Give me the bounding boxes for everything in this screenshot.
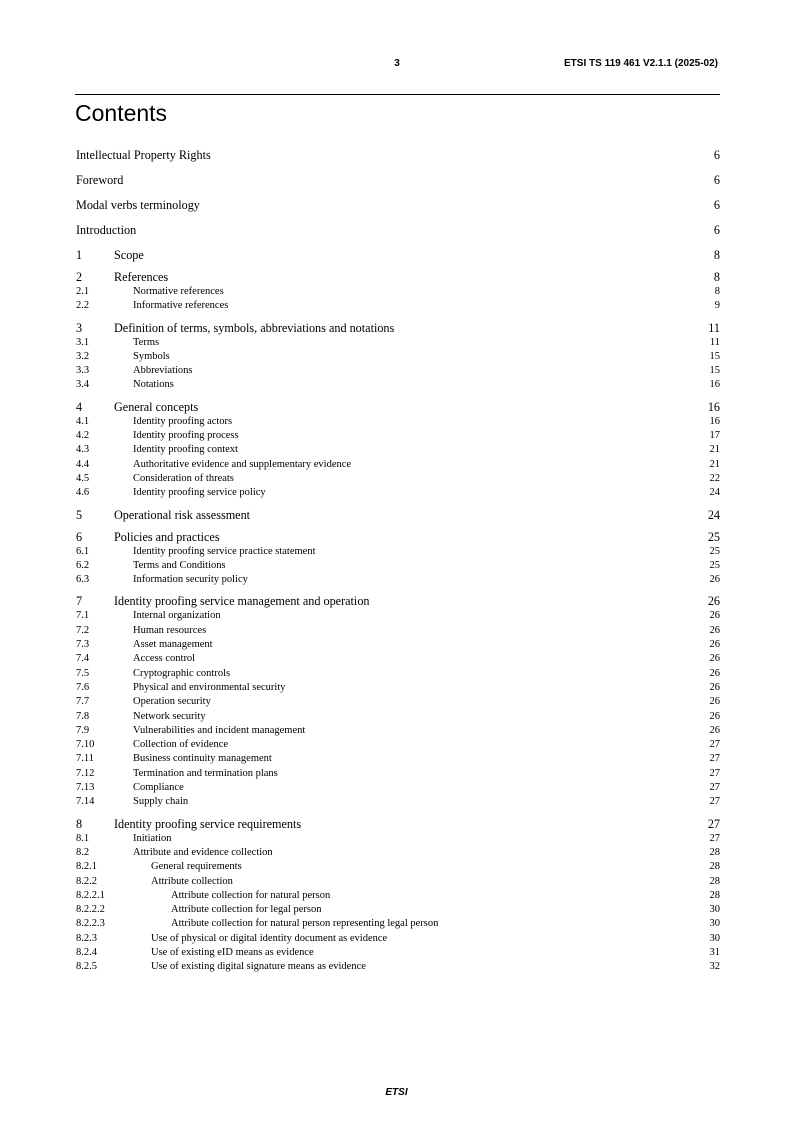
toc-entry-title: General requirements bbox=[151, 861, 242, 873]
toc-entry[interactable] bbox=[76, 486, 720, 500]
toc-entry-page: 26 bbox=[709, 610, 720, 622]
toc-entry-title: Termination and termination plans bbox=[133, 767, 278, 779]
toc-entry-title: Business continuity management bbox=[133, 753, 272, 765]
toc-entry-title: Terms bbox=[133, 336, 160, 348]
toc-entry-page: 32 bbox=[709, 961, 720, 973]
toc-entry-page: 11 bbox=[709, 336, 720, 348]
toc-entry-page: 28 bbox=[709, 846, 720, 858]
toc-entry[interactable] bbox=[76, 168, 720, 193]
toc-entry-page: 30 bbox=[709, 918, 720, 930]
toc-entry-number: 4 bbox=[76, 399, 83, 414]
toc-entry-number: 8 bbox=[76, 816, 83, 831]
toc-entry-page: 9 bbox=[714, 300, 720, 312]
toc-entry-page: 28 bbox=[709, 875, 720, 887]
toc-entry-title: Terms and Conditions bbox=[133, 559, 226, 571]
toc-entry-title: Access control bbox=[133, 653, 196, 665]
toc-entry[interactable] bbox=[76, 193, 720, 218]
toc-entry-title: Network security bbox=[133, 710, 206, 722]
toc-entry-number: 3.4 bbox=[76, 379, 90, 391]
footer-etsi: ETSI bbox=[385, 1087, 408, 1098]
toc-entry-number: 8.2 bbox=[76, 846, 90, 858]
toc-entry-number: 8.1 bbox=[76, 832, 90, 844]
toc-entry-title: Scope bbox=[114, 248, 144, 262]
toc-entry-number: 7.10 bbox=[76, 739, 95, 751]
toc-entry-title: Introduction bbox=[76, 223, 137, 237]
toc-entry[interactable] bbox=[76, 767, 720, 781]
toc-entry-number: 6 bbox=[76, 529, 83, 544]
toc-entry-title: Use of existing digital signature means as evidence bbox=[151, 961, 366, 973]
toc-entry[interactable] bbox=[76, 415, 720, 429]
toc-entry-number: 7.6 bbox=[76, 681, 90, 693]
toc-entry[interactable] bbox=[76, 695, 720, 709]
page-number: 3 bbox=[394, 58, 400, 69]
toc-entry-number: 3.2 bbox=[76, 350, 90, 362]
toc-entry-page: 8 bbox=[714, 286, 720, 297]
toc-entry[interactable] bbox=[76, 429, 720, 443]
toc-entry[interactable] bbox=[76, 724, 720, 738]
toc-entry-number: 8.2.2.3 bbox=[76, 918, 105, 930]
toc-entry-number: 7.11 bbox=[76, 753, 94, 765]
toc-entry-title: Operational risk assessment bbox=[114, 507, 251, 522]
toc-entry-number: 7.4 bbox=[76, 653, 90, 665]
toc-entry-title: Initiation bbox=[133, 832, 172, 844]
toc-entry-title: Compliance bbox=[133, 782, 184, 794]
toc-entry[interactable] bbox=[76, 269, 720, 285]
toc-entry[interactable] bbox=[76, 529, 720, 545]
toc-entry[interactable] bbox=[76, 472, 720, 486]
toc-entry[interactable] bbox=[76, 932, 720, 946]
toc-entry-number: 7.7 bbox=[76, 696, 90, 708]
toc-entry-number: 4.3 bbox=[76, 444, 90, 456]
toc-entry[interactable] bbox=[76, 559, 720, 573]
toc-entry[interactable] bbox=[76, 832, 720, 846]
toc-entry-number: 2.2 bbox=[76, 300, 90, 312]
toc-entry-page: 16 bbox=[707, 399, 720, 414]
toc-entry-title: Physical and environmental security bbox=[133, 681, 286, 693]
toc-entry-number: 3 bbox=[76, 320, 83, 335]
toc-entry-title: Attribute and evidence collection bbox=[133, 846, 273, 858]
toc-entry[interactable] bbox=[76, 960, 720, 974]
toc-entry-title: Definition of terms, symbols, abbreviations and notations bbox=[114, 320, 395, 335]
toc-entry[interactable] bbox=[76, 681, 720, 695]
toc-entry[interactable] bbox=[76, 652, 720, 666]
toc-entry-number: 1 bbox=[76, 248, 83, 262]
toc-entry-title: Intellectual Property Rights bbox=[76, 148, 211, 162]
toc-entry[interactable] bbox=[76, 593, 720, 609]
toc-entry-page: 30 bbox=[709, 904, 720, 916]
toc-entry-number: 7 bbox=[76, 594, 83, 609]
toc-entry-title: Attribute collection for natural person bbox=[171, 889, 331, 901]
toc-entry-page: 26 bbox=[709, 653, 720, 665]
toc-entry-title: Collection of evidence bbox=[133, 739, 229, 751]
toc-entry-title: Identity proofing process bbox=[133, 430, 239, 442]
toc-entry-number: 7.5 bbox=[76, 667, 90, 679]
toc-entry-number: 8.2.4 bbox=[76, 946, 97, 958]
header-rule bbox=[75, 94, 720, 95]
toc-entry-number: 2.1 bbox=[76, 286, 90, 297]
toc-entry[interactable] bbox=[76, 143, 720, 168]
toc-entry[interactable] bbox=[76, 752, 720, 766]
toc-entry-page: 8 bbox=[713, 248, 720, 262]
toc-entry-title: Use of physical or digital identity document as evidence bbox=[151, 932, 388, 944]
toc-entry-page: 25 bbox=[709, 545, 720, 557]
toc-entry-page: 26 bbox=[709, 724, 720, 736]
toc-entry-number: 8.2.2 bbox=[76, 875, 97, 887]
toc-entry-number: 4.4 bbox=[76, 458, 90, 470]
toc-entry[interactable] bbox=[76, 299, 720, 313]
toc-entry-title: Human resources bbox=[133, 624, 207, 636]
toc-entry-number: 8.2.3 bbox=[76, 932, 97, 944]
toc-entry-page: 26 bbox=[709, 681, 720, 693]
toc-entry-number: 7.8 bbox=[76, 710, 90, 722]
toc-entry-number: 4.1 bbox=[76, 415, 90, 427]
toc-entry-title: Identity proofing service management and operation bbox=[114, 594, 370, 609]
toc-entry-title: Information security policy bbox=[133, 574, 248, 586]
toc-entry-number: 7.9 bbox=[76, 724, 90, 736]
toc-entry[interactable] bbox=[76, 458, 720, 472]
toc-entry-title: Policies and practices bbox=[114, 529, 220, 544]
toc-entry[interactable] bbox=[76, 875, 720, 889]
toc-entry-page: 24 bbox=[709, 487, 720, 499]
toc-entry-number: 4.5 bbox=[76, 472, 90, 484]
toc-entry[interactable] bbox=[76, 320, 720, 336]
toc-entry[interactable] bbox=[76, 218, 720, 243]
toc-entry-page: 27 bbox=[709, 739, 720, 751]
toc-entry-title: Identity proofing service policy bbox=[133, 487, 266, 499]
toc-entry[interactable] bbox=[76, 545, 720, 559]
toc-entry-title: Supply chain bbox=[133, 796, 189, 808]
toc-entry-page: 21 bbox=[709, 458, 720, 470]
toc-entry-number: 6.1 bbox=[76, 545, 90, 557]
toc-entry-title: Identity proofing service requirements bbox=[114, 816, 302, 831]
toc-entry[interactable] bbox=[76, 573, 720, 587]
toc-entry[interactable] bbox=[76, 816, 720, 832]
toc-entry[interactable] bbox=[76, 917, 720, 931]
toc-entry-page: 27 bbox=[709, 767, 720, 779]
toc-entry-title: Cryptographic controls bbox=[133, 667, 231, 679]
toc-entry[interactable] bbox=[76, 609, 720, 623]
toc-entry-page: 26 bbox=[707, 594, 720, 609]
toc-entry-page: 15 bbox=[709, 350, 720, 362]
toc-entry-title: Operation security bbox=[133, 696, 211, 708]
toc-entry-number: 7.3 bbox=[76, 639, 90, 651]
toc-entry-page: 22 bbox=[709, 472, 720, 484]
toc-entry-number: 7.1 bbox=[76, 610, 90, 622]
toc-entry-title: Foreword bbox=[76, 173, 124, 187]
toc-entry-page: 28 bbox=[709, 861, 720, 873]
toc-entry-page: 6 bbox=[713, 198, 720, 212]
toc-entry-title: Informative references bbox=[133, 300, 229, 312]
toc-entry-title: Authoritative evidence and supplementary evidence bbox=[133, 458, 352, 470]
toc-entry[interactable] bbox=[76, 336, 720, 350]
toc-entry-page: 25 bbox=[709, 559, 720, 571]
toc-entry-page: 25 bbox=[707, 529, 720, 544]
toc-entry[interactable] bbox=[76, 846, 720, 860]
toc-entry-page: 31 bbox=[709, 946, 720, 958]
toc-entry-title: Symbols bbox=[133, 350, 170, 362]
toc-entry-page: 27 bbox=[709, 782, 720, 794]
toc-entry-number: 4.2 bbox=[76, 430, 90, 442]
toc-entry-page: 6 bbox=[713, 223, 720, 237]
toc-entry[interactable] bbox=[76, 738, 720, 752]
toc-entry[interactable] bbox=[76, 889, 720, 903]
toc-entry[interactable] bbox=[76, 638, 720, 652]
toc-entry-title: Normative references bbox=[133, 286, 224, 297]
toc-entry[interactable] bbox=[76, 624, 720, 638]
toc-entry-number: 6.3 bbox=[76, 574, 90, 586]
toc-entry-page: 27 bbox=[709, 832, 720, 844]
toc-entry-number: 8.2.2.2 bbox=[76, 904, 105, 916]
toc-entry-page: 6 bbox=[713, 173, 720, 187]
toc-entry-number: 4.6 bbox=[76, 487, 90, 499]
toc-entry-title: Vulnerabilities and incident management bbox=[133, 724, 306, 736]
toc-entry-title: Identity proofing service practice statement bbox=[133, 545, 316, 557]
document-id: ETSI TS 119 461 V2.1.1 (2025-02) bbox=[564, 58, 718, 69]
toc-entry-page: 26 bbox=[709, 667, 720, 679]
toc-entry[interactable] bbox=[76, 364, 720, 378]
toc-entry[interactable] bbox=[76, 399, 720, 415]
toc-entry-page: 16 bbox=[709, 415, 720, 427]
toc-entry-title: Attribute collection for natural person representing legal person bbox=[171, 918, 439, 930]
toc-entry-page: 11 bbox=[708, 320, 720, 335]
toc-entry-title: General concepts bbox=[114, 399, 199, 414]
toc-entry[interactable] bbox=[76, 378, 720, 392]
toc-entry-title: Modal verbs terminology bbox=[76, 198, 200, 212]
toc-entry-page: 27 bbox=[709, 796, 720, 808]
toc-entry-page: 27 bbox=[707, 816, 720, 831]
toc-entry-page: 21 bbox=[709, 444, 720, 456]
toc-entry-page: 26 bbox=[709, 624, 720, 636]
toc-entry[interactable] bbox=[76, 781, 720, 795]
toc-entry[interactable] bbox=[76, 443, 720, 457]
toc-entry-page: 28 bbox=[709, 889, 720, 901]
toc-entry[interactable] bbox=[76, 507, 720, 523]
toc-entry-number: 5 bbox=[76, 507, 83, 522]
toc-entry-number: 3.3 bbox=[76, 365, 90, 377]
toc-entry-page: 24 bbox=[707, 507, 720, 522]
toc-entry-number: 7.2 bbox=[76, 624, 90, 636]
toc-entry-number: 6.2 bbox=[76, 559, 90, 571]
toc-entry-number: 7.13 bbox=[76, 782, 95, 794]
toc-entry[interactable] bbox=[76, 795, 720, 809]
toc-entry-page: 26 bbox=[709, 696, 720, 708]
toc-entry-title: Asset management bbox=[133, 639, 213, 651]
toc-entry[interactable] bbox=[76, 350, 720, 364]
toc-entry[interactable] bbox=[76, 667, 720, 681]
toc-entry-page: 30 bbox=[709, 932, 720, 944]
toc-entry-title: Identity proofing actors bbox=[133, 415, 233, 427]
page-title: Contents bbox=[75, 100, 168, 126]
toc-entry-title: References bbox=[114, 270, 169, 284]
table-of-contents bbox=[76, 143, 720, 975]
toc-entry-number: 8.2.5 bbox=[76, 961, 97, 973]
toc-entry-page: 27 bbox=[709, 753, 720, 765]
toc-entry[interactable] bbox=[76, 285, 720, 299]
toc-entry-title: Consideration of threats bbox=[133, 472, 234, 484]
toc-entry-number: 3.1 bbox=[76, 336, 90, 348]
toc-entry-title: Use of existing eID means as evidence bbox=[151, 946, 314, 958]
toc-entry-number: 8.2.1 bbox=[76, 861, 97, 873]
toc-entry-number: 7.12 bbox=[76, 767, 95, 779]
toc-entry[interactable] bbox=[76, 860, 720, 874]
toc-entry-title: Identity proofing context bbox=[133, 444, 238, 456]
toc-entry[interactable] bbox=[76, 247, 720, 263]
toc-entry-page: 26 bbox=[709, 710, 720, 722]
toc-entry-title: Internal organization bbox=[133, 610, 221, 622]
toc-entry-number: 7.14 bbox=[76, 796, 95, 808]
toc-entry[interactable] bbox=[76, 710, 720, 724]
toc-entry-page: 6 bbox=[713, 148, 720, 162]
toc-entry-title: Notations bbox=[133, 379, 174, 391]
toc-entry-title: Attribute collection for legal person bbox=[171, 904, 322, 916]
toc-entry-page: 26 bbox=[709, 574, 720, 586]
toc-entry-page: 17 bbox=[709, 430, 720, 442]
toc-entry[interactable] bbox=[76, 946, 720, 960]
toc-entry[interactable] bbox=[76, 903, 720, 917]
toc-entry-page: 16 bbox=[709, 379, 720, 391]
toc-entry-title: Abbreviations bbox=[133, 365, 193, 377]
toc-entry-number: 8.2.2.1 bbox=[76, 889, 105, 901]
toc-entry-page: 26 bbox=[709, 639, 720, 651]
toc-entry-title: Attribute collection bbox=[151, 875, 233, 887]
toc-entry-number: 2 bbox=[76, 270, 83, 284]
toc-entry-page: 15 bbox=[709, 365, 720, 377]
toc-entry-page: 8 bbox=[713, 270, 720, 284]
